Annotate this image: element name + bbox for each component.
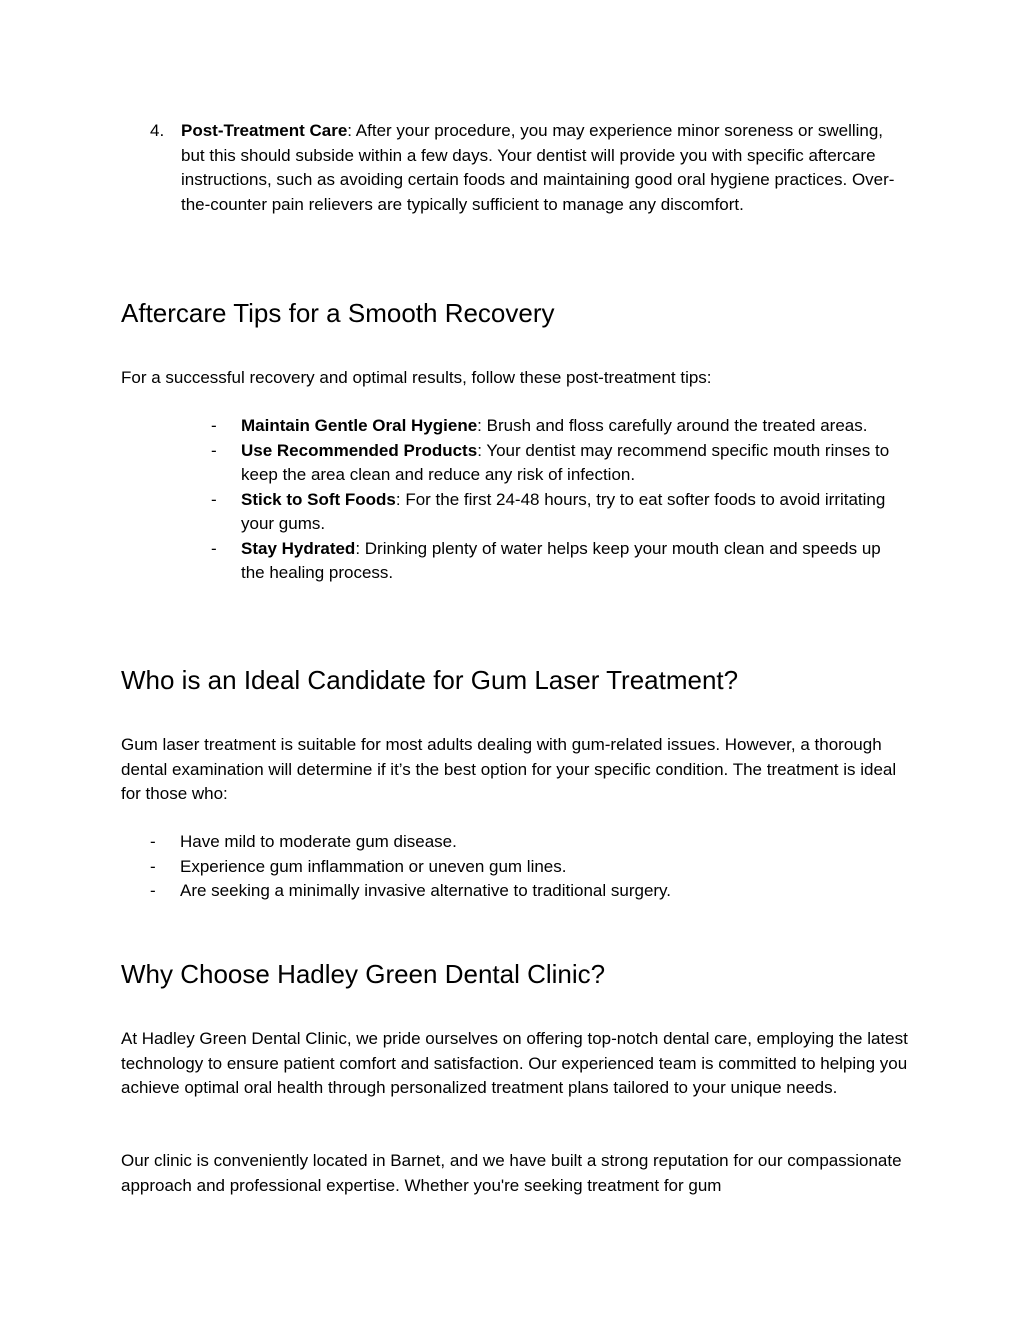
list-item (211, 488, 891, 537)
candidate-item-text: Experience gum inflammation or uneven gum lines. (180, 856, 567, 876)
list-dash: - (211, 440, 217, 460)
list-number: 4. (150, 121, 165, 140)
why-choose-heading: Why Choose Hadley Green Dental Clinic? (121, 959, 606, 989)
candidate-item-text: Are seeking a minimally invasive alternative to traditional surgery. (180, 881, 672, 900)
list-dash: - (211, 416, 217, 435)
tip-text: : Brush and floss carefully around the treated areas. (477, 416, 868, 435)
list-item (211, 439, 891, 488)
list-item (150, 879, 910, 904)
list-item (211, 414, 891, 439)
aftercare-list (211, 414, 891, 586)
post-treatment-text: : After your procedure, you may experience minor soreness or swelling, but this should subside within a few days. Your dentist will provide you with specific aftercare instructions, such as avoiding certain foods and maintaining good oral hygiene practices. Over-the-counter pain relievers are typically sufficient to manage any discomfort. (181, 121, 895, 214)
post-treatment-item (121, 119, 911, 217)
aftercare-heading: Aftercare Tips for a Smooth Recovery (121, 298, 555, 328)
tip-title: Stay Hydrated (241, 538, 356, 558)
list-dash: - (211, 489, 217, 509)
candidate-intro: Gum laser treatment is suitable for most adults dealing with gum-related issues. However, a thorough dental examination will determine if it’s the best option for your specific condition. The treatment is ideal for those who: (121, 735, 897, 803)
list-dash: - (150, 832, 156, 851)
candidate-list (150, 830, 910, 904)
aftercare-intro: For a successful recovery and optimal results, follow these post-treatment tips: (121, 368, 712, 387)
post-treatment-body (181, 119, 911, 217)
post-treatment-title: Post-Treatment Care (181, 121, 348, 140)
tip-text: : Your dentist may recommend specific mouth rinses to keep the area clean and reduce any risk of infection. (241, 440, 890, 484)
list-dash: - (150, 856, 156, 876)
list-dash: - (211, 538, 217, 558)
tip-title: Maintain Gentle Oral Hygiene (241, 416, 478, 435)
why-choose-paragraph-1: At Hadley Green Dental Clinic, we pride ourselves on offering top-notch dental care, employing the latest technology to ensure patient comfort and satisfaction. Our experienced team is committed to helping you achieve optimal oral health through personalized treatment plans tailored to your unique needs. (121, 1029, 908, 1097)
tip-text: : Drinking plenty of water helps keep your mouth clean and speeds up the healing process. (241, 538, 881, 582)
tip-title: Use Recommended Products (241, 440, 478, 460)
list-item (150, 830, 910, 855)
tip-text: : For the first 24-48 hours, try to eat softer foods to avoid irritating your gums. (241, 489, 886, 533)
list-item (150, 855, 910, 880)
candidate-item-text: Have mild to moderate gum disease. (180, 832, 457, 851)
list-item (211, 537, 891, 586)
tip-title: Stick to Soft Foods (241, 489, 396, 509)
candidate-heading: Who is an Ideal Candidate for Gum Laser Treatment? (121, 665, 739, 695)
list-dash: - (150, 881, 156, 900)
why-choose-paragraph-2: Our clinic is conveniently located in Barnet, and we have built a strong reputation for our compassionate approach and professional expertise. Whether you're seeking treatment for gum (121, 1151, 902, 1195)
